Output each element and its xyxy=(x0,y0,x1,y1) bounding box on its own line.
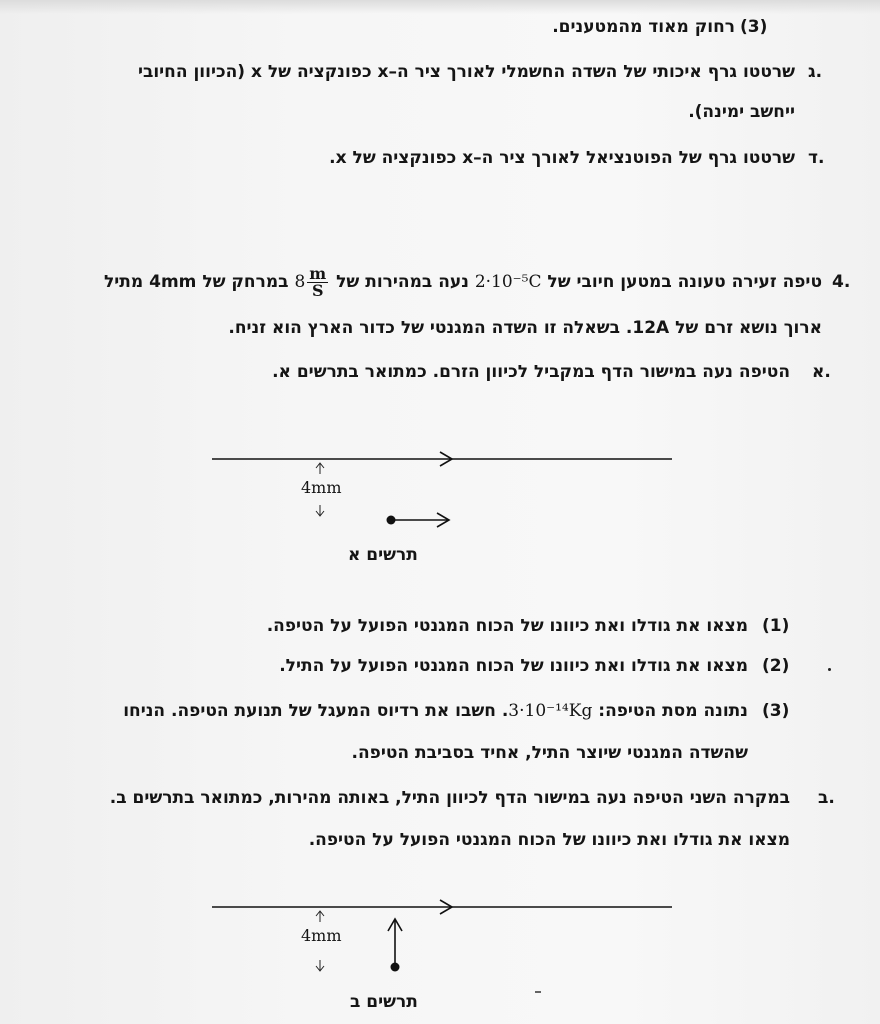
item-dalet-label: ד. xyxy=(808,148,825,168)
item-alef-line-1: הטיפה נעה במישור הדף במקביל לכיוון הזרם. כמתואר בתרשים א. xyxy=(272,362,790,382)
q4-text-part-3: במרחק של 4mm מתיל xyxy=(104,272,289,292)
item-3-number: (3) xyxy=(740,17,768,37)
question-4-number: 4. xyxy=(832,272,851,292)
distance-marker-bottom-b xyxy=(316,960,324,971)
diagram-b-caption: תרשים ב xyxy=(350,992,418,1012)
sub-3-mass-value: 3·10⁻¹⁴Kg xyxy=(508,701,593,721)
sub-item-1-text: מצאו את גודלו ואת כיוונו של הכוח המגנטי הפועל על הטיפה. xyxy=(266,616,748,636)
sub-3-text-part-1: נתונה מסת הטיפה: xyxy=(598,701,748,721)
distance-marker-top-b xyxy=(316,911,324,922)
item-gimel-line-1: שרטטו גרף איכותי של השדה החשמלי לאורך ציר ה–x כפונקציה של x (הכיוון החיובי xyxy=(137,62,795,82)
sub-item-2-number: (2) xyxy=(762,656,790,676)
item-bet-label: ב. xyxy=(818,788,835,808)
sub-item-1-number: (1) xyxy=(762,616,790,636)
sub-item-2-text: מצאו את גודלו ואת כיוונו של הכוח המגנטי הפועל על התיל. xyxy=(279,656,748,676)
q4-text-part-2: נעה במהירות של xyxy=(336,272,469,292)
diagram-a-caption: תרשים א xyxy=(348,545,418,565)
item-bet-line-1: במקרה השני הטיפה נעה במישור הדף לכיוון התיל, באותה מהירות, כמתואר בתרשים ב. xyxy=(109,788,790,808)
distance-label-a: 4mm xyxy=(301,478,342,497)
q4-text-part-1: טיפה זעירה טעונה במטען חיובי של xyxy=(547,272,822,292)
item-bet-line-2: מצאו את גודלו ואת כיוונו של הכוח המגנטי הפועל על הטיפה. xyxy=(308,830,790,850)
item-gimel-label: ג. xyxy=(808,62,823,82)
q4-speed-numerator: m xyxy=(309,263,327,283)
sub-item-3-line-2: שהשדה המגנטי שיוצר התיל, אחיד בסביבת הטיפה. xyxy=(351,743,748,763)
q4-speed-value: 8 xyxy=(294,272,306,292)
item-alef-label: א. xyxy=(812,362,831,382)
q4-charge-value: 2·10⁻⁵C xyxy=(474,272,542,292)
item-3-text: רחוק מאוד מהמטענים. xyxy=(552,17,735,37)
sub-item-3-number: (3) xyxy=(762,701,790,721)
distance-label-b: 4mm xyxy=(301,926,342,945)
question-4-line-2: ארוך נושא זרם של 12A. בשאלה זו השדה המגנטי של כדור הארץ הוא זניח. xyxy=(228,318,822,338)
sub-3-text-part-2: . חשבו את רדיוס המעגל של תנועת הטיפה. הניחו xyxy=(123,701,509,721)
item-dalet-line-1: שרטטו גרף של הפוטנציאל לאורך ציר ה–x כפונקציה של x. xyxy=(329,148,795,168)
q4-speed-denominator: S xyxy=(311,280,324,300)
item-gimel-line-2: ייחשב ימינה). xyxy=(688,102,795,122)
